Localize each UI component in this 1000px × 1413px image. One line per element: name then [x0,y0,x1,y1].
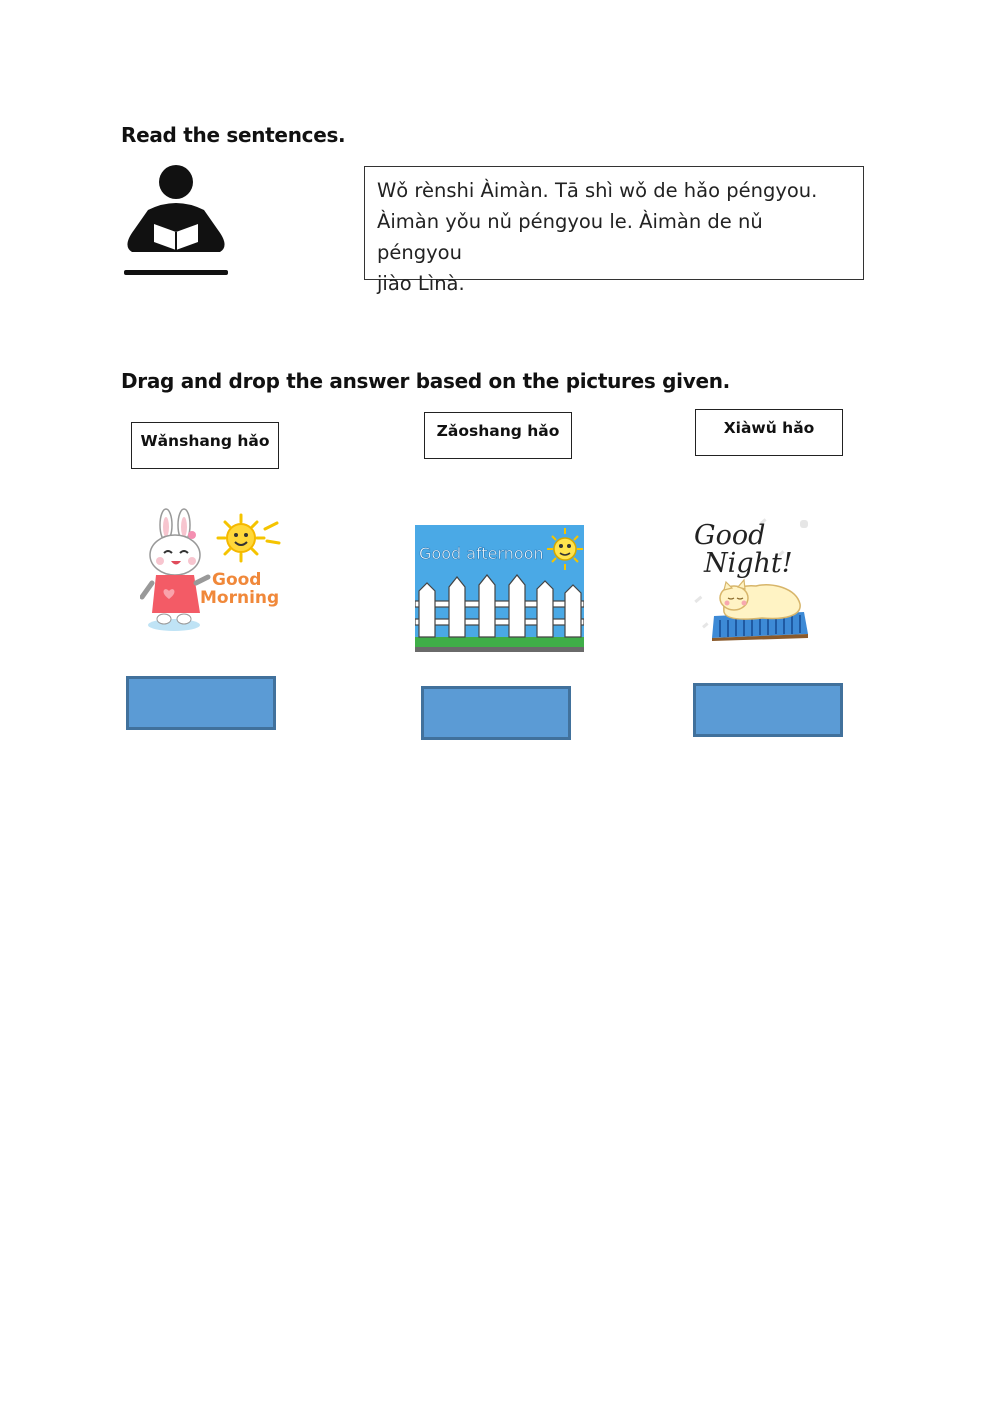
good-night-text: Good [694,520,766,551]
good-morning-picture [140,505,285,640]
passage-line: Wǒ rènshi Àimàn. Tā shì wǒ de hǎo péngyou. [377,179,818,202]
passage-line: jiào Lìnà. [377,272,465,295]
reading-passage [364,166,864,295]
good-morning-text: Morning [200,588,280,608]
good-afternoon-text: Good afternoon [419,544,544,563]
passage-line: Àimàn yǒu nǔ péngyou le. Àimàn de nǔ péngyou [377,210,763,264]
answer-card-xiawu[interactable]: Xiàwǔ hǎo [695,409,843,456]
drop-zone-morning[interactable] [126,676,276,730]
good-afternoon-picture [415,525,584,652]
drop-zone-night[interactable] [693,683,843,737]
drag-drop-heading: Drag and drop the answer based on the pictures given. [121,369,730,393]
drop-zone-afternoon[interactable] [421,686,571,740]
answer-card-zaoshang[interactable]: Zǎoshang hǎo [424,412,572,459]
person-reading-book-icon [120,162,232,280]
good-night-picture [692,512,817,642]
answer-card-wanshang[interactable]: Wǎnshang hǎo [131,422,279,469]
good-morning-text: Good [212,570,262,590]
good-night-text: Night! [704,548,793,579]
read-heading: Read the sentences. [121,123,346,147]
